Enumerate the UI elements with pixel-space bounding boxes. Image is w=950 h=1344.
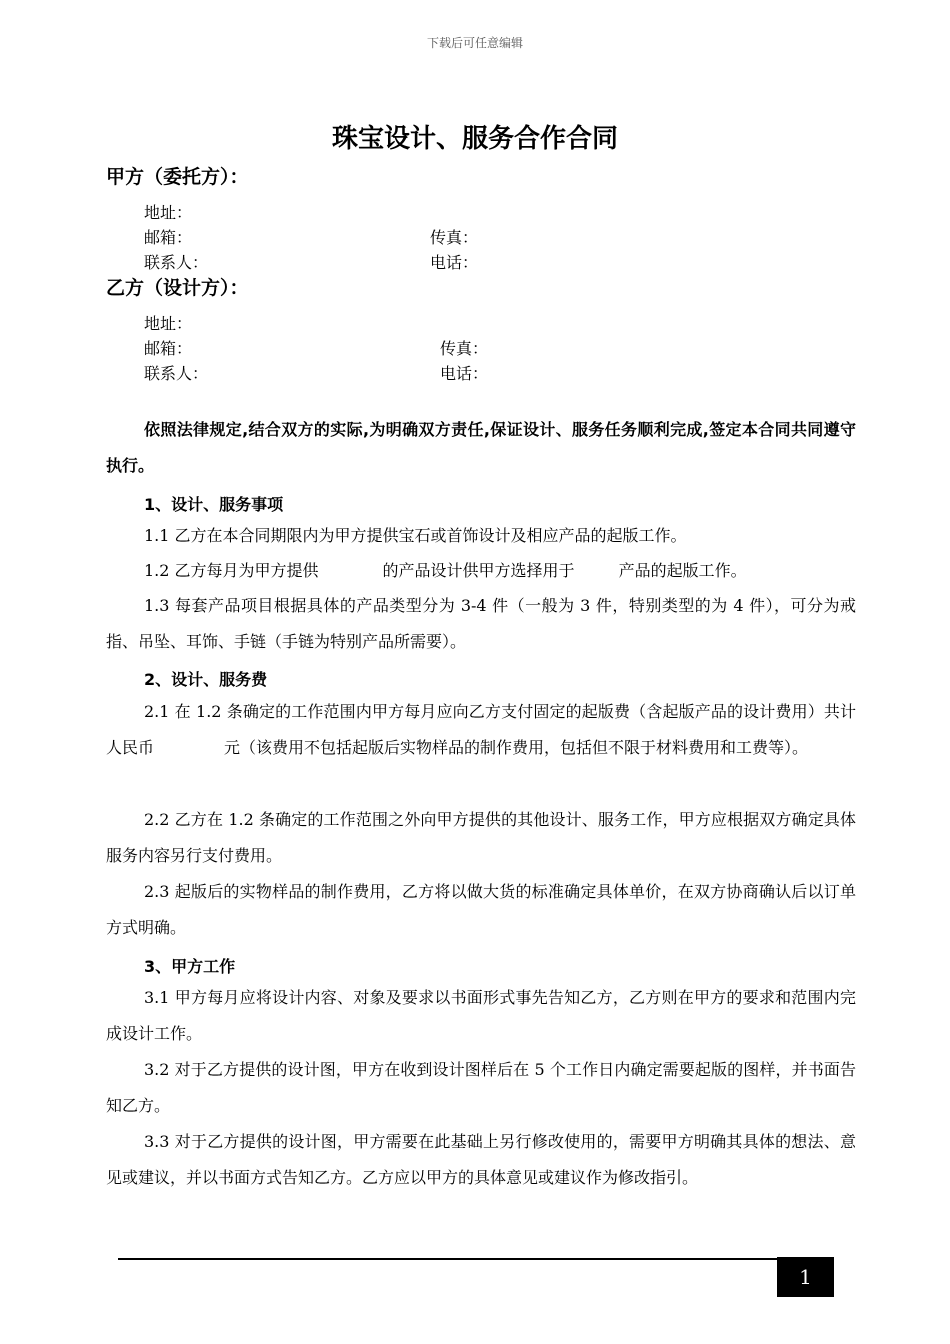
clause-3-3: 3.3 对于乙方提供的设计图，甲方需要在此基础上另行修改使用的，需要甲方明确其具体的想法、意见或建议，并以书面方式告知乙方。乙方应以甲方的具体意见或建议作为修改指引。 <box>106 1132 856 1187</box>
clause-2-1-part-b: 元（该费用不包括起版后实物样品的制作费用，包括但不限于材料费用和工费等）。 <box>224 738 809 757</box>
clause-2-3: 2.3 起版后的实物样品的制作费用，乙方将以做大货的标准确定具体单价，在双方协商确认后以订单方式明确。 <box>106 882 856 937</box>
clause-3-1: 3.1 甲方每月应将设计内容、对象及要求以书面形式事先告知乙方，乙方则在甲方的要求和范围内完成设计工作。 <box>106 988 856 1043</box>
clause-1-1: 1.1 乙方在本合同期限内为甲方提供宝石或首饰设计及相应产品的起版工作。 <box>144 526 687 545</box>
party-b-heading: 乙方（设计方）： <box>106 277 249 299</box>
page-number: 1 <box>777 1257 834 1297</box>
clause-2-1 <box>106 694 856 766</box>
party-b-phone-label: 电话： <box>440 364 489 383</box>
party-a-fax-label: 传真： <box>430 228 479 247</box>
clause-1-2-part-c: 产品的起版工作。 <box>618 561 747 580</box>
party-b-email-label: 邮箱： <box>144 339 193 358</box>
section-1-heading: 1、设计、服务事项 <box>144 495 284 514</box>
clause-1-2-part-a: 1.2 乙方每月为甲方提供 <box>144 561 319 580</box>
clause-1-2 <box>106 553 856 589</box>
clause-2-2: 2.2 乙方在 1.2 条确定的工作范围之外向甲方提供的其他设计、服务工作，甲方应根据双方确定具体服务内容另行支付费用。 <box>106 810 856 865</box>
party-a-phone-label: 电话： <box>430 253 479 272</box>
clause-2-1-part-a: 2.1 在 1.2 条确定的工作范围内甲方每月应向乙方支付固定的起版费（含起版产品的设计费用）共计人民币 <box>106 702 856 757</box>
party-a-email-label: 邮箱： <box>144 228 193 247</box>
party-b-contact-label: 联系人： <box>144 364 209 383</box>
footer-rule <box>118 1258 834 1260</box>
preamble: 依照法律规定,结合双方的实际,为明确双方责任,保证设计、服务任务顺利完成,签定本合同共同遵守执行。 <box>106 420 856 475</box>
header-note: 下载后可任意编辑 <box>426 36 523 50</box>
party-a-contact-label: 联系人： <box>144 253 209 272</box>
section-3-heading: 3、甲方工作 <box>144 957 236 976</box>
clause-1-2-part-b: 的产品设计供甲方选择用于 <box>382 561 575 580</box>
clause-3-2: 3.2 对于乙方提供的设计图，甲方在收到设计图样后在 5 个工作日内确定需要起版的图样，并书面告知乙方。 <box>106 1060 856 1115</box>
section-2-heading: 2、设计、服务费 <box>144 670 268 689</box>
party-b-address-label: 地址： <box>144 314 193 333</box>
party-a-address-label: 地址： <box>144 203 193 222</box>
party-a-heading: 甲方（委托方）： <box>106 166 249 188</box>
party-b-fax-label: 传真： <box>440 339 489 358</box>
clause-1-3: 1.3 每套产品项目根据具体的产品类型分为 3-4 件（一般为 3 件，特别类型的为 4 件），可分为戒指、吊坠、耳饰、手链（手链为特别产品所需要）。 <box>106 596 856 651</box>
contract-title: 珠宝设计、服务合作合同 <box>331 124 618 154</box>
